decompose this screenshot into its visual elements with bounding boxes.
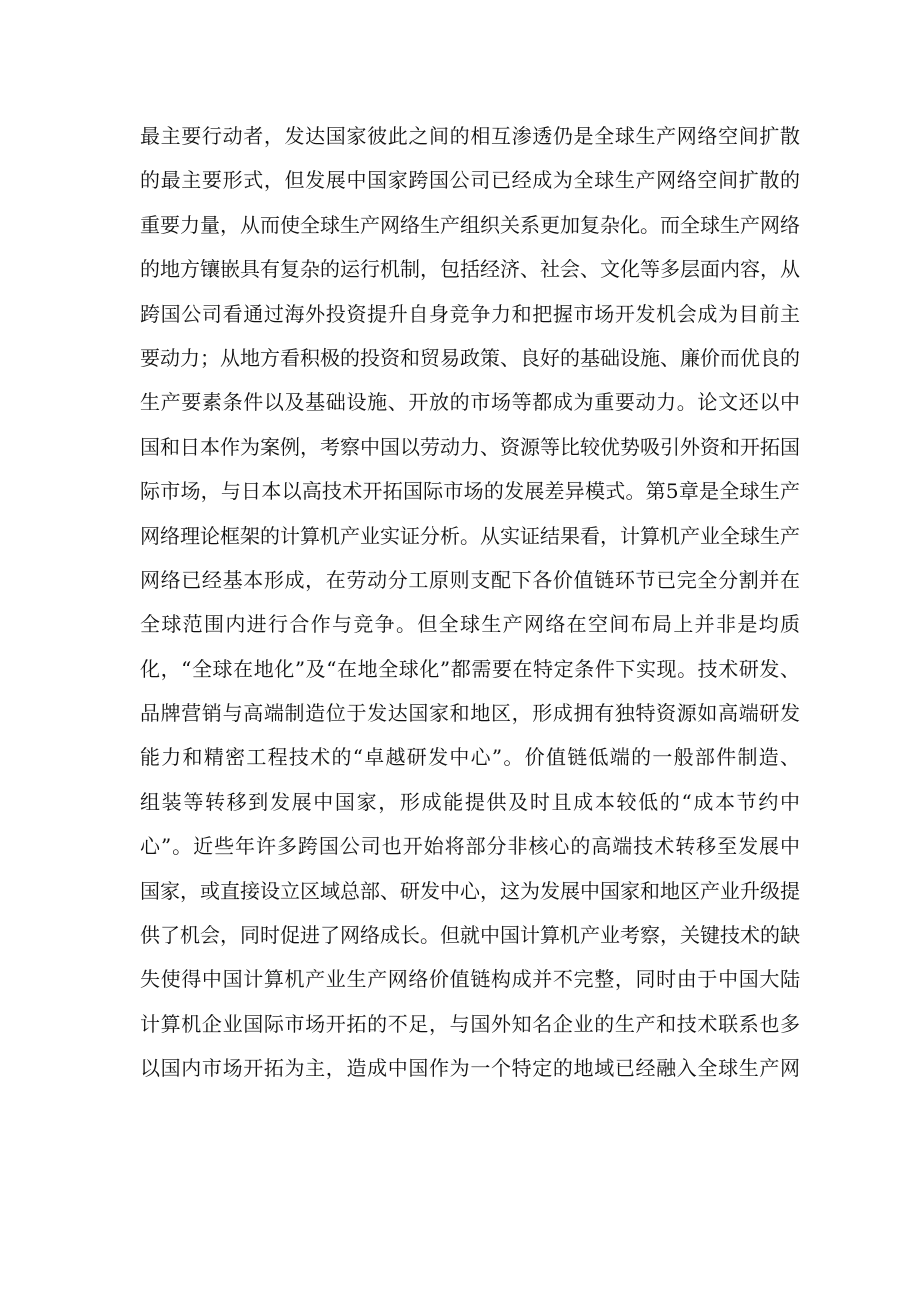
text-line: 国家，或直接设立区域总部、研发中心，这为发展中国家和地区产业升级提 <box>140 878 800 903</box>
text-line: 化，“全球在地化”及“在地全球化”都需要在特定条件下实现。技术研发、 <box>140 656 800 681</box>
text-line: 生产要素条件以及基础设施、开放的市场等都成为重要动力。论文还以中 <box>140 390 800 415</box>
text-line: 国和日本作为案例，考察中国以劳动力、资源等比较优势吸引外资和开拓国 <box>140 434 800 459</box>
text-line: 全球范围内进行合作与竞争。但全球生产网络在空间布局上并非是均质 <box>140 612 800 637</box>
text-line: 网络已经基本形成，在劳动分工原则支配下各价值链环节已完全分割并在 <box>140 567 800 592</box>
text-line: 要动力；从地方看积极的投资和贸易政策、良好的基础设施、廉价而优良的 <box>140 345 800 370</box>
text-line: 跨国公司看通过海外投资提升自身竞争力和把握市场开发机会成为目前主 <box>140 301 800 326</box>
text-line: 以国内市场开拓为主，造成中国作为一个特定的地域已经融入全球生产网 <box>140 1056 800 1081</box>
text-line: 的地方镶嵌具有复杂的运行机制，包括经济、社会、文化等多层面内容，从 <box>140 257 800 282</box>
text-line: 际市场，与日本以高技术开拓国际市场的发展差异模式。第5章是全球生产 <box>140 479 800 504</box>
text-line: 重要力量，从而使全球生产网络生产组织关系更加复杂化。而全球生产网络 <box>140 212 800 237</box>
text-line: 心”。近些年许多跨国公司也开始将部分非核心的高端技术转移至发展中 <box>140 834 800 859</box>
text-line: 最主要行动者，发达国家彼此之间的相互渗透仍是全球生产网络空间扩散 <box>140 124 800 148</box>
text-line: 网络理论框架的计算机产业实证分析。从实证结果看，计算机产业全球生产 <box>140 523 800 548</box>
text-line: 供了机会，同时促进了网络成长。但就中国计算机产业考察，关键技术的缺 <box>140 923 800 948</box>
text-line: 能力和精密工程技术的“卓越研发中心”。价值链低端的一般部件制造、 <box>140 745 800 770</box>
text-line: 品牌营销与高端制造位于发达国家和地区，形成拥有独特资源如高端研发 <box>140 701 800 726</box>
text-line: 计算机企业国际市场开拓的不足，与国外知名企业的生产和技术联系也多 <box>140 1011 800 1036</box>
text-line: 的最主要形式，但发展中国家跨国公司已经成为全球生产网络空间扩散的 <box>140 168 800 193</box>
text-line: 失使得中国计算机产业生产网络价值链构成并不完整，同时由于中国大陆 <box>140 967 800 992</box>
text-line: 组装等转移到发展中国家，形成能提供及时且成本较低的“成本节约中 <box>140 789 800 814</box>
body-paragraph <box>140 114 800 1091</box>
